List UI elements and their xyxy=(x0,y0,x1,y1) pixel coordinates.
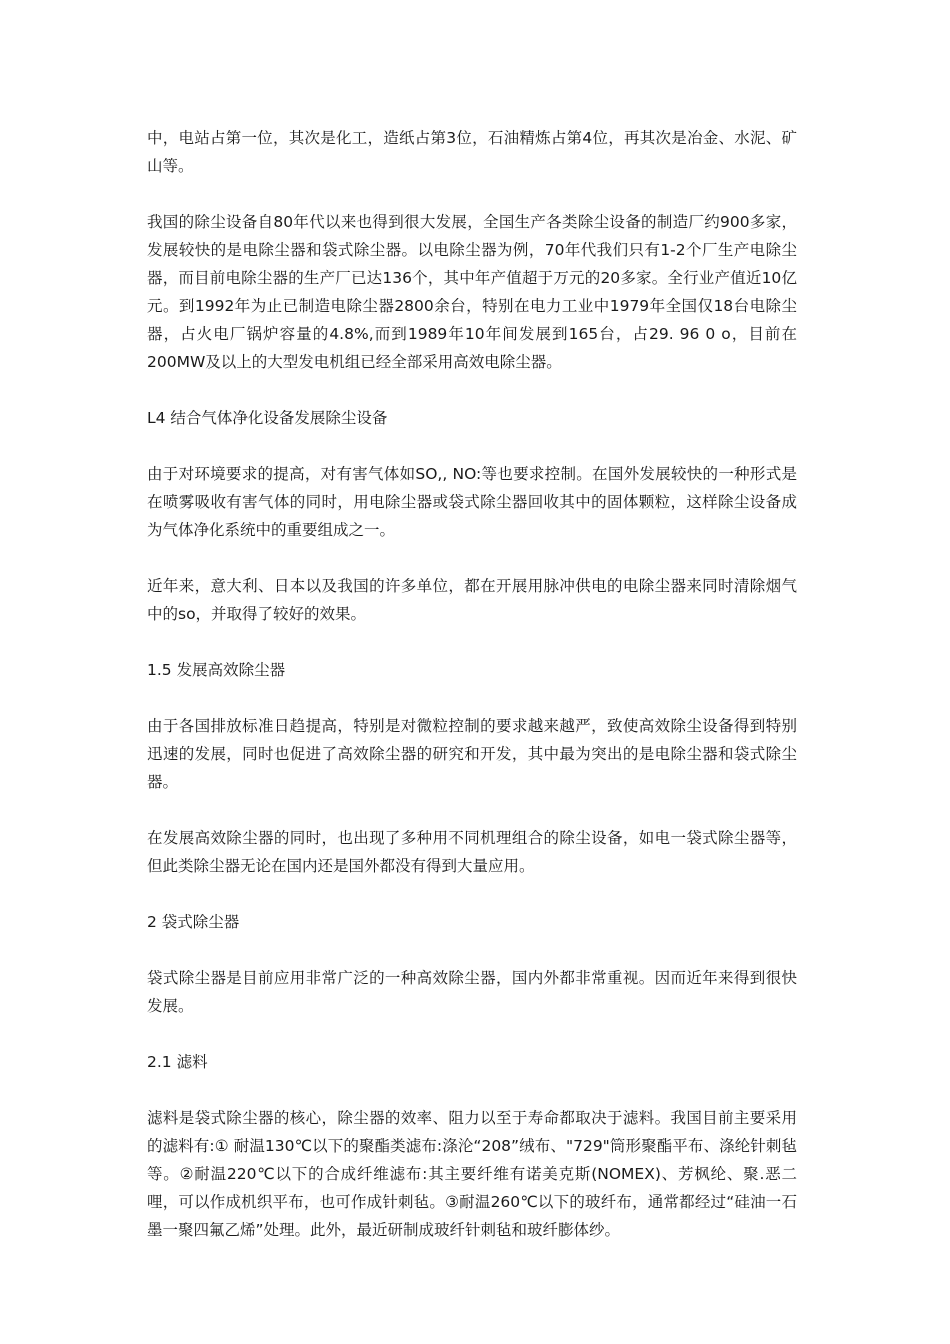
document-page xyxy=(147,124,797,1272)
paragraph-gas-purification: 由于对环境要求的提高，对有害气体如SO,, NO:等也要求控制。在国外发展较快的一种形式是在喷雾吸收有害气体的同时，用电除尘器或袋式除尘器回收其中的固体颗粒，这样除尘设备成为气体净化系统中的重要组成之一。 xyxy=(147,465,797,539)
paragraph-combined-mechanism: 在发展高效除尘器的同时，也出现了多种用不同机理组合的除尘设备，如电一袋式除尘器等，但此类除尘器无论在国内还是国外都没有得到大量应用。 xyxy=(147,829,797,875)
section-heading-2-1: 2.1 滤料 xyxy=(147,1053,208,1071)
section-heading-1-4: L4 结合气体净化设备发展除尘设备 xyxy=(147,409,388,427)
paragraph-domestic-development: 我国的除尘设备自80年代以来也得到很大发展，全国生产各类除尘设备的制造厂约900多家，发展较快的是电除尘器和袋式除尘器。以电除尘器为例，70年代我们只有1-2个厂生产电除尘器，而目前电除尘器的生产厂已达136个，其中年产值超于万元的20多家。全行业产值近10亿元。到1992年为止已制造电除尘器2800余台，特别在电力工业中1979年全国仅18台电除尘器，占火电厂锅炉容量的4.8%,而到1989年10年间发展到165台，占29. 96 0 o，目前在200MW及以上的大型发电机组已经全部采用高效电除尘器。 xyxy=(147,213,797,371)
paragraph-pulse-power: 近年来，意大利、日本以及我国的许多单位，都在开展用脉冲供电的电除尘器来同时清除烟气中的so，并取得了较好的效果。 xyxy=(147,577,797,623)
section-heading-1-5: 1.5 发展高效除尘器 xyxy=(147,661,286,679)
paragraph-industry-ranking: 中，电站占第一位，其次是化工，造纸占第3位，石油精炼占第4位，再其次是冶金、水泥、矿山等。 xyxy=(147,129,797,175)
paragraph-high-efficiency: 由于各国排放标准日趋提高，特别是对微粒控制的要求越来越严，致使高效除尘设备得到特别迅速的发展，同时也促进了高效除尘器的研究和开发，其中最为突出的是电除尘器和袋式除尘器。 xyxy=(147,717,797,791)
section-heading-2: 2 袋式除尘器 xyxy=(147,913,240,931)
paragraph-filter-media: 滤料是袋式除尘器的核心，除尘器的效率、阻力以至于寿命都取决于滤料。我国目前主要采用的滤料有:① 耐温130℃以下的聚酯类滤布:涤沦“208”绒布、"729"筒形聚酯平布、涤纶针刺毡等。②耐温220℃以下的合成纤维滤布:其主要纤维有诺美克斯(NOMEX)、芳枫纶、聚.恶二哩，可以作成机织平布，也可作成针刺毡。③耐温260℃以下的玻纤布，通常都经过“硅油一石墨一聚四氟乙烯”处理。此外，最近研制成玻纤针刺毡和玻纤膨体纱。 xyxy=(147,1109,797,1239)
paragraph-bag-filter-intro: 袋式除尘器是目前应用非常广泛的一种高效除尘器，国内外都非常重视。因而近年来得到很快发展。 xyxy=(147,969,797,1015)
